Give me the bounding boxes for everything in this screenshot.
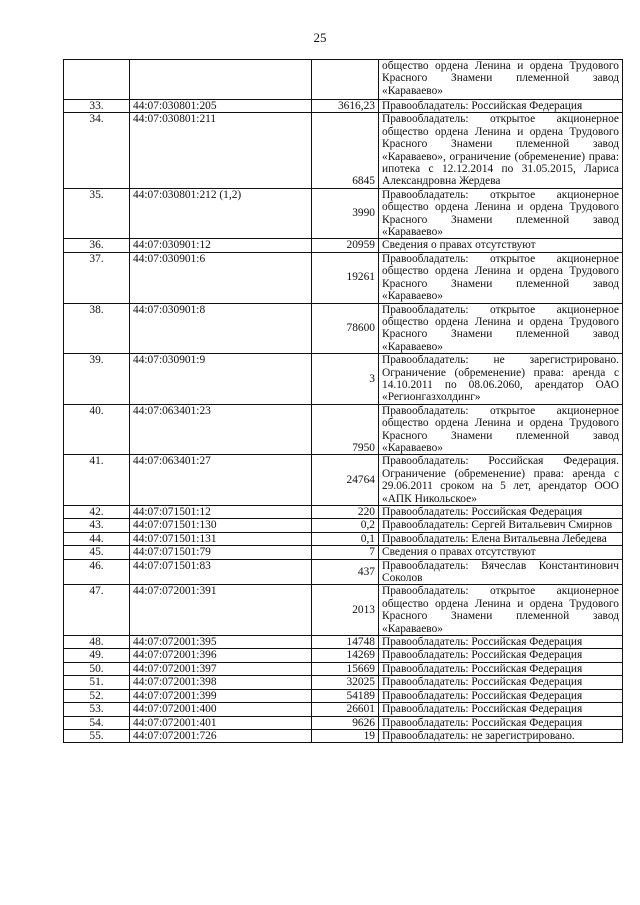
cadastral-number: [130, 60, 312, 100]
rights-info: Правообладатель: Российская Федерация: [379, 716, 623, 729]
row-number: 50.: [64, 662, 130, 675]
table-row: [64, 303, 623, 354]
cadastral-number: 44:07:072001:398: [130, 676, 312, 689]
area-value: 7: [312, 546, 379, 559]
area-value: [312, 60, 379, 100]
cadastral-number: 44:07:072001:397: [130, 662, 312, 675]
cadastral-number: 44:07:071501:83: [130, 559, 312, 585]
rights-info: Правообладатель: открытое акционерное общество ордена Ленина и ордена Трудового Красного Знамени племенной завод «Караваево»: [379, 188, 623, 239]
row-number: 51.: [64, 676, 130, 689]
table-row: [64, 532, 623, 545]
area-value: 54189: [312, 689, 379, 702]
area-value: 32025: [312, 676, 379, 689]
cadastral-number: 44:07:063401:27: [130, 455, 312, 506]
cadastral-number: 44:07:030901:12: [130, 239, 312, 252]
cadastral-number: 44:07:030801:211: [130, 113, 312, 188]
row-number: 49.: [64, 649, 130, 662]
table-row: [64, 252, 623, 303]
table-row: [64, 662, 623, 675]
area-value: 14748: [312, 636, 379, 649]
table-row: [64, 455, 623, 506]
rights-info: Правообладатель: Российская Федерация. Ограничение (обременение) права: аренда с 29.06.2011 сроком на 5 лет, арендатор ООО «АПК Никольское»: [379, 455, 623, 506]
row-number: 39.: [64, 354, 130, 405]
rights-info: Правообладатель: Российская Федерация: [379, 676, 623, 689]
table-row: [64, 506, 623, 519]
cadastral-number: 44:07:072001:399: [130, 689, 312, 702]
row-number: 45.: [64, 546, 130, 559]
row-number: 38.: [64, 303, 130, 354]
table-row: [64, 60, 623, 100]
cadastral-number: 44:07:030801:205: [130, 100, 312, 113]
table-row: [64, 703, 623, 716]
rights-info: Правообладатель: открытое акционерное общество ордена Ленина и ордена Трудового Красного Знамени племенной завод «Караваево»: [379, 252, 623, 303]
page-number: 25: [313, 30, 327, 45]
table-row: [64, 100, 623, 113]
land-plot-table: [63, 59, 623, 743]
row-number: 47.: [64, 585, 130, 636]
rights-info: Сведения о правах отсутствуют: [379, 239, 623, 252]
table-row: [64, 689, 623, 702]
cadastral-number: 44:07:071501:79: [130, 546, 312, 559]
area-value: 14269: [312, 649, 379, 662]
table-row: [64, 239, 623, 252]
cadastral-number: 44:07:030901:6: [130, 252, 312, 303]
row-number: 55.: [64, 729, 130, 742]
cadastral-number: 44:07:071501:130: [130, 519, 312, 532]
rights-info: Правообладатель: не зарегистрировано.: [379, 729, 623, 742]
row-number: 33.: [64, 100, 130, 113]
rights-info: общество ордена Ленина и ордена Трудового Красного Знамени племенной завод «Караваево»: [379, 60, 623, 100]
cadastral-number: 44:07:071501:12: [130, 506, 312, 519]
table-row: [64, 649, 623, 662]
table-row: [64, 354, 623, 405]
area-value: 24764: [312, 455, 379, 506]
table-row: [64, 729, 623, 742]
cadastral-number: 44:07:072001:726: [130, 729, 312, 742]
row-number: 46.: [64, 559, 130, 585]
table-row: [64, 519, 623, 532]
cadastral-number: 44:07:072001:395: [130, 636, 312, 649]
row-number: 36.: [64, 239, 130, 252]
rights-info: Правообладатель: не зарегистрировано. Ограничение (обременение) права: аренда с 14.10.2011 по 08.06.2060, арендатор ОАО «Регионгазхолдинг»: [379, 354, 623, 405]
rights-info: Сведения о правах отсутствуют: [379, 546, 623, 559]
table-row: [64, 585, 623, 636]
table-row: [64, 676, 623, 689]
area-value: 78600: [312, 303, 379, 354]
row-number: 37.: [64, 252, 130, 303]
row-number: 54.: [64, 716, 130, 729]
rights-info: Правообладатель: Российская Федерация: [379, 689, 623, 702]
rights-info: Правообладатель: Российская Федерация: [379, 100, 623, 113]
table-row: [64, 636, 623, 649]
rights-info: Правообладатель: Российская Федерация: [379, 703, 623, 716]
rights-info: Правообладатель: Российская Федерация: [379, 506, 623, 519]
area-value: 20959: [312, 239, 379, 252]
cadastral-number: 44:07:072001:401: [130, 716, 312, 729]
rights-info: Правообладатель: Вячеслав Константинович Соколов: [379, 559, 623, 585]
area-value: 15669: [312, 662, 379, 675]
area-value: 2013: [312, 585, 379, 636]
row-number: [64, 60, 130, 100]
table-row: [64, 716, 623, 729]
area-value: 3990: [312, 188, 379, 239]
table-row: [64, 188, 623, 239]
row-number: 35.: [64, 188, 130, 239]
cadastral-number: 44:07:063401:23: [130, 404, 312, 455]
cadastral-number: 44:07:072001:396: [130, 649, 312, 662]
rights-info: Правообладатель: Российская Федерация: [379, 636, 623, 649]
area-value: 19261: [312, 252, 379, 303]
row-number: 43.: [64, 519, 130, 532]
rights-info: Правообладатель: Российская Федерация: [379, 649, 623, 662]
area-value: 3616,23: [312, 100, 379, 113]
row-number: 42.: [64, 506, 130, 519]
cadastral-number: 44:07:072001:400: [130, 703, 312, 716]
area-value: 0,2: [312, 519, 379, 532]
table-row: [64, 559, 623, 585]
area-value: 7950: [312, 404, 379, 455]
cadastral-number: 44:07:030901:9: [130, 354, 312, 405]
area-value: 0,1: [312, 532, 379, 545]
cadastral-number: 44:07:071501:131: [130, 532, 312, 545]
area-value: 220: [312, 506, 379, 519]
table-row: [64, 404, 623, 455]
row-number: 34.: [64, 113, 130, 188]
rights-info: Правообладатель: открытое акционерное общество ордена Ленина и ордена Трудового Красного Знамени племенной завод «Караваево»: [379, 585, 623, 636]
rights-info: Правообладатель: Сергей Витальевич Смирнов: [379, 519, 623, 532]
table-row: [64, 546, 623, 559]
rights-info: Правообладатель: открытое акционерное общество ордена Ленина и ордена Трудового Красного Знамени племенной завод «Караваево»: [379, 303, 623, 354]
row-number: 44.: [64, 532, 130, 545]
cadastral-number: 44:07:030901:8: [130, 303, 312, 354]
table-row: [64, 113, 623, 188]
row-number: 53.: [64, 703, 130, 716]
row-number: 41.: [64, 455, 130, 506]
area-value: 3: [312, 354, 379, 405]
rights-info: Правообладатель: Елена Витальевна Лебедева: [379, 532, 623, 545]
row-number: 40.: [64, 404, 130, 455]
row-number: 48.: [64, 636, 130, 649]
area-value: 26601: [312, 703, 379, 716]
rights-info: Правообладатель: открытое акционерное общество ордена Ленина и ордена Трудового Красного Знамени племенной завод «Караваево», ограничение (обременение) права: ипотека с 12.12.2014 по 31.05.2015, Лариса Александровна Жердева: [379, 113, 623, 188]
rights-info: Правообладатель: открытое акционерное общество ордена Ленина и ордена Трудового Красного Знамени племенной завод «Караваево»: [379, 404, 623, 455]
cadastral-number: 44:07:030801:212 (1,2): [130, 188, 312, 239]
area-value: 437: [312, 559, 379, 585]
row-number: 52.: [64, 689, 130, 702]
cadastral-number: 44:07:072001:391: [130, 585, 312, 636]
table-body: [64, 60, 623, 743]
area-value: 6845: [312, 113, 379, 188]
area-value: 19: [312, 729, 379, 742]
area-value: 9626: [312, 716, 379, 729]
rights-info: Правообладатель: Российская Федерация: [379, 662, 623, 675]
